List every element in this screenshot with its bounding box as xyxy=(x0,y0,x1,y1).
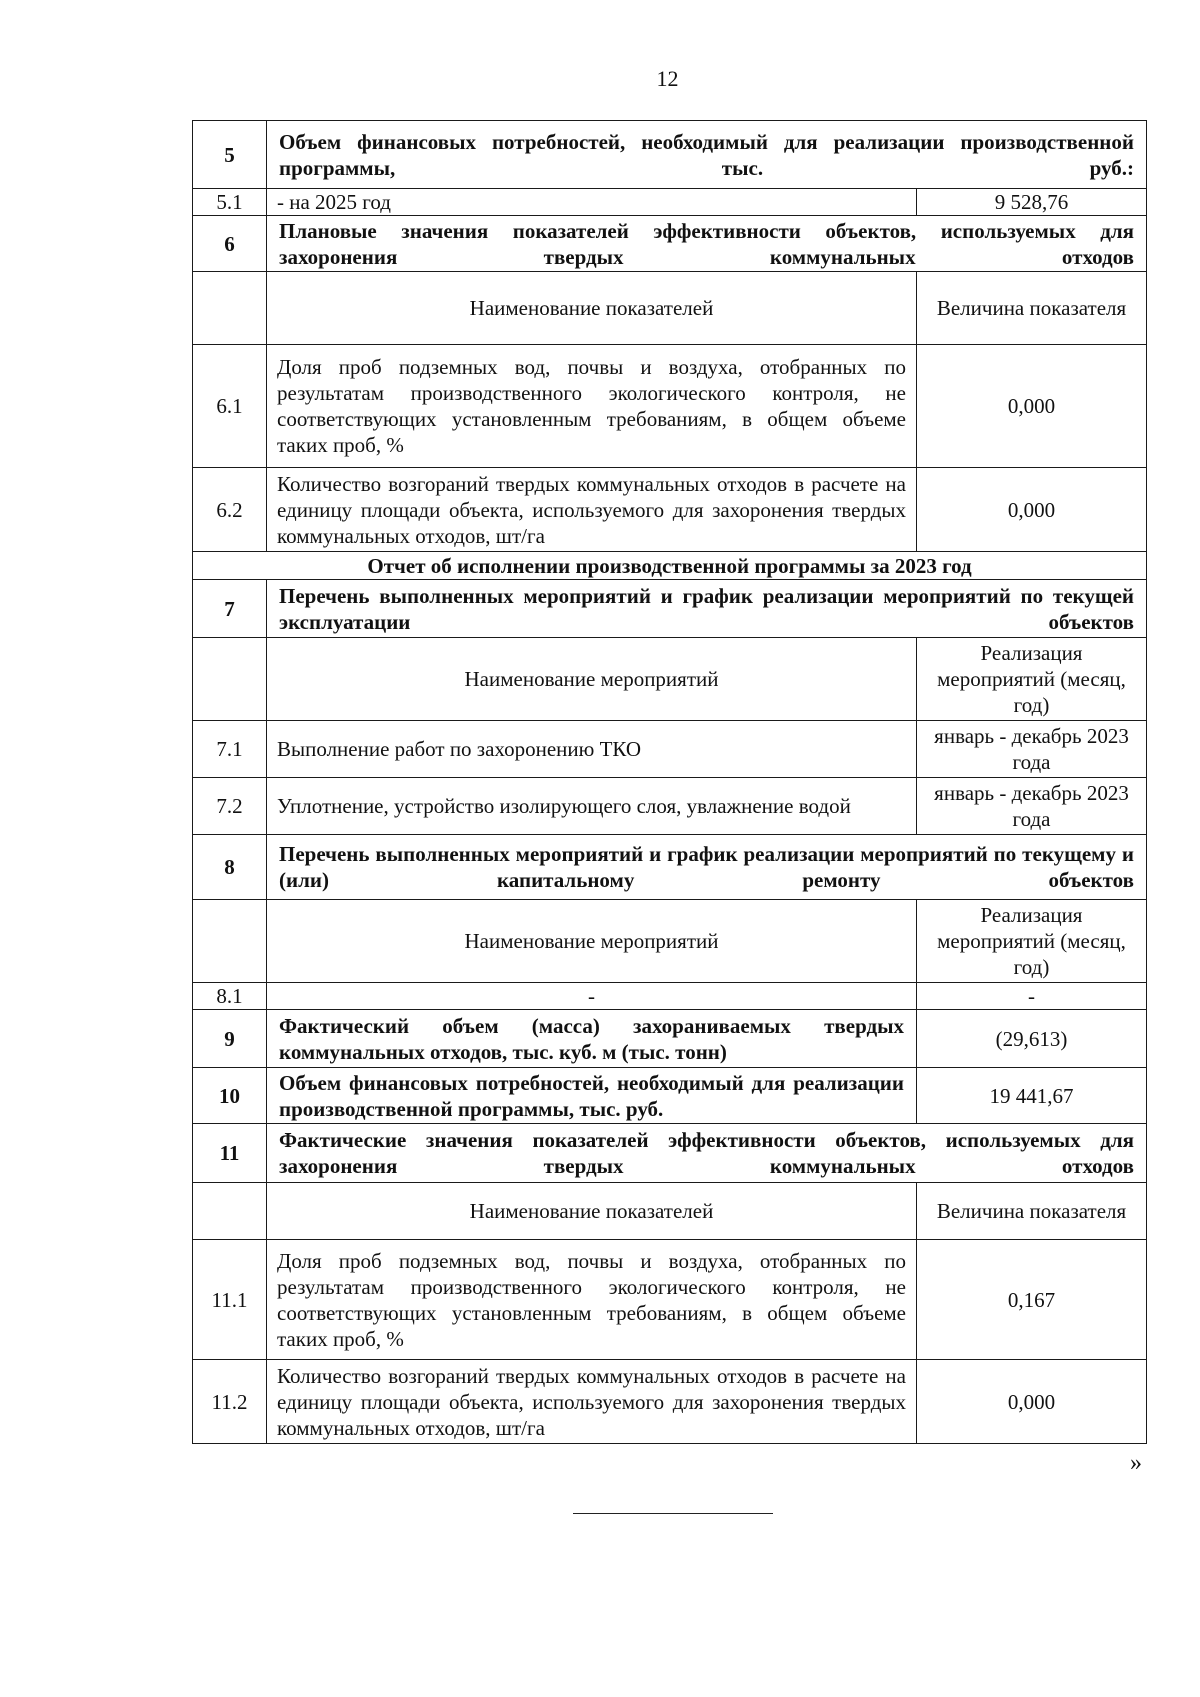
row-value: 0,000 xyxy=(917,345,1147,468)
row-number: 6.2 xyxy=(193,468,267,552)
row-text: Объем финансовых потребностей, необходимый для реализации производственной программы, тыс. руб. xyxy=(267,1068,917,1124)
column-header-name: Наименование мероприятий xyxy=(267,900,917,983)
page-number: 12 xyxy=(656,66,679,91)
row-value: - xyxy=(917,983,1147,1010)
table-row xyxy=(193,1010,1147,1068)
table-header-row xyxy=(193,1183,1147,1240)
table-row xyxy=(193,1124,1147,1183)
row-value: 0,167 xyxy=(917,1240,1147,1360)
section-heading: Перечень выполненных мероприятий и график реализации мероприятий по текущему и (или) капитальному ремонту объектов xyxy=(267,835,1147,900)
row-value: 0,000 xyxy=(917,468,1147,552)
empty-cell xyxy=(193,900,267,983)
table-header-row xyxy=(193,900,1147,983)
closing-quote: » xyxy=(1130,1450,1142,1476)
table-header-row xyxy=(193,272,1147,345)
row-value: январь - декабрь 2023 года xyxy=(917,778,1147,835)
row-number: 11 xyxy=(193,1124,267,1183)
row-text: - xyxy=(267,983,917,1010)
table-row xyxy=(193,552,1147,580)
column-header-value: Величина показателя xyxy=(917,272,1147,345)
row-text: Количество возгораний твердых коммунальных отходов в расчете на единицу площади объекта, используемого для захоронения твердых коммунальных отходов, шт/га xyxy=(267,1360,917,1444)
empty-cell xyxy=(193,1183,267,1240)
table-row xyxy=(193,189,1147,216)
section-heading: Фактические значения показателей эффективности объектов, используемых для захоронения твердых коммунальных отходов xyxy=(267,1124,1147,1183)
empty-cell xyxy=(193,638,267,721)
table-header-row xyxy=(193,638,1147,721)
table-row xyxy=(193,835,1147,900)
column-header-value: Величина показателя xyxy=(917,1183,1147,1240)
end-divider xyxy=(573,1513,773,1514)
table-row xyxy=(193,468,1147,552)
row-number: 8 xyxy=(193,835,267,900)
column-header-name: Наименование показателей xyxy=(267,272,917,345)
row-value: (29,613) xyxy=(917,1010,1147,1068)
row-value: 9 528,76 xyxy=(917,189,1147,216)
column-header-value: Реализация мероприятий (месяц, год) xyxy=(917,900,1147,983)
empty-cell xyxy=(193,272,267,345)
table-row xyxy=(193,345,1147,468)
report-title: Отчет об исполнении производственной программы за 2023 год xyxy=(193,552,1147,580)
row-number: 6 xyxy=(193,216,267,272)
row-number: 8.1 xyxy=(193,983,267,1010)
section-heading: Перечень выполненных мероприятий и график реализации мероприятий по текущей эксплуатации объектов xyxy=(267,580,1147,638)
table-row xyxy=(193,778,1147,835)
row-number: 11.1 xyxy=(193,1240,267,1360)
row-number: 11.2 xyxy=(193,1360,267,1444)
row-text: Выполнение работ по захоронению ТКО xyxy=(267,721,917,778)
row-value: 19 441,67 xyxy=(917,1068,1147,1124)
row-number: 9 xyxy=(193,1010,267,1068)
row-text: Доля проб подземных вод, почвы и воздуха, отобранных по результатам производственного экологического контроля, не соответствующих установленным требованиям, в общем объеме таких проб, % xyxy=(267,345,917,468)
row-number: 7.1 xyxy=(193,721,267,778)
row-number: 5.1 xyxy=(193,189,267,216)
table-row xyxy=(193,1240,1147,1360)
row-number: 10 xyxy=(193,1068,267,1124)
row-text: Уплотнение, устройство изолирующего слоя, увлажнение водой xyxy=(267,778,917,835)
column-header-name: Наименование показателей xyxy=(267,1183,917,1240)
production-program-table xyxy=(192,120,1147,1444)
row-number: 7.2 xyxy=(193,778,267,835)
table-row xyxy=(193,121,1147,189)
section-heading: Объем финансовых потребностей, необходимый для реализации производственной программы, тыс. руб.: xyxy=(267,121,1147,189)
row-text: - на 2025 год xyxy=(267,189,917,216)
table-row xyxy=(193,983,1147,1010)
table-row xyxy=(193,1068,1147,1124)
section-heading: Плановые значения показателей эффективности объектов, используемых для захоронения твердых коммунальных отходов xyxy=(267,216,1147,272)
row-text: Доля проб подземных вод, почвы и воздуха, отобранных по результатам производственного экологического контроля, не соответствующих установленным требованиям, в общем объеме таких проб, % xyxy=(267,1240,917,1360)
table-row xyxy=(193,721,1147,778)
row-value: январь - декабрь 2023 года xyxy=(917,721,1147,778)
table-row xyxy=(193,1360,1147,1444)
row-number: 6.1 xyxy=(193,345,267,468)
row-text: Количество возгораний твердых коммунальных отходов в расчете на единицу площади объекта, используемого для захоронения твердых коммунальных отходов, шт/га xyxy=(267,468,917,552)
row-value: 0,000 xyxy=(917,1360,1147,1444)
row-number: 7 xyxy=(193,580,267,638)
column-header-name: Наименование мероприятий xyxy=(267,638,917,721)
column-header-value: Реализация мероприятий (месяц, год) xyxy=(917,638,1147,721)
row-text: Фактический объем (масса) захораниваемых твердых коммунальных отходов, тыс. куб. м (тыс. тонн) xyxy=(267,1010,917,1068)
row-number: 5 xyxy=(193,121,267,189)
table-row xyxy=(193,580,1147,638)
table-row xyxy=(193,216,1147,272)
